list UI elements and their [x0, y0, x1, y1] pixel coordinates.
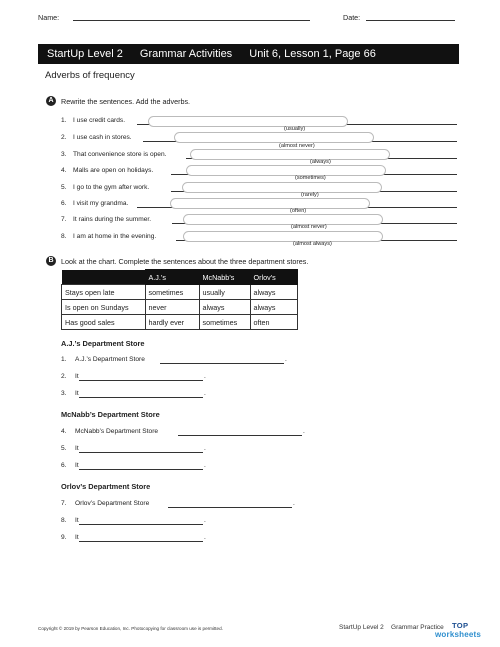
item-7-number: 7.: [61, 216, 67, 223]
item-1-number: 1.: [61, 117, 67, 124]
name-field[interactable]: [73, 20, 310, 21]
brand-logo-top: TOP: [452, 621, 469, 630]
item-4-sentence: Malls are open on holidays.: [73, 167, 154, 174]
b-item-4-text: McNabb’s Department Store: [75, 428, 159, 435]
item-2-number: 2.: [61, 134, 67, 141]
date-label: Date:: [343, 13, 361, 22]
b-item-5-text: It: [75, 445, 79, 452]
b-item-1-number: 1.: [61, 356, 67, 363]
item-6-answer-box[interactable]: [170, 198, 370, 209]
item-1-answer-box[interactable]: [148, 116, 348, 127]
item-8-answer-box[interactable]: [183, 231, 383, 242]
table-row: [62, 315, 298, 330]
frequency-table: [61, 269, 298, 330]
footer-level: StartUp Level 2: [339, 624, 384, 631]
table-cell: often: [250, 315, 297, 330]
b-item-1-text: A.J.’s Department Store: [75, 356, 145, 363]
section-a-marker: A: [46, 96, 56, 106]
item-8-hint: (almost always): [293, 241, 332, 247]
date-field[interactable]: [366, 20, 455, 21]
b-item-9-text: It: [75, 534, 79, 541]
b-item-3-text: It: [75, 390, 79, 397]
item-7-answer-box[interactable]: [183, 214, 383, 225]
b-item-3-number: 3.: [61, 390, 67, 397]
item-3-sentence: That convenience store is open.: [73, 151, 167, 158]
b-item-2-answer-line[interactable]: [79, 380, 203, 381]
column-header: A.J.’s: [145, 270, 199, 285]
table-header-row: [62, 270, 298, 285]
b-item-1-answer-line[interactable]: [160, 363, 284, 364]
footer-grammar-practice: Grammar Practice: [391, 624, 444, 631]
group-mcnabbs-title: McNabb’s Department Store: [61, 410, 160, 419]
table-cell: always: [199, 300, 250, 315]
b-item-8-text: It: [75, 517, 79, 524]
item-1-hint: (usually): [284, 126, 306, 132]
footer-course-label: [339, 624, 444, 631]
table-cell: sometimes: [145, 285, 199, 300]
topic-title: Adverbs of frequency: [45, 70, 135, 81]
banner-activity: Grammar Activities: [139, 48, 233, 60]
group-orlovs-title: Orlov’s Department Store: [61, 482, 151, 491]
table-corner: [62, 270, 146, 285]
table-cell: usually: [199, 285, 250, 300]
brand-logo-worksheets: worksheets: [435, 630, 482, 639]
item-6-number: 6.: [61, 200, 67, 207]
b-item-8-number: 8.: [61, 517, 67, 524]
item-3-answer-box[interactable]: [190, 149, 390, 160]
b-item-6-number: 6.: [61, 462, 67, 469]
item-7-sentence: It rains during the summer.: [73, 216, 152, 223]
item-4-number: 4.: [61, 167, 67, 174]
item-4-answer-box[interactable]: [186, 165, 386, 176]
item-5-number: 5.: [61, 184, 67, 191]
section-b-marker: B: [46, 256, 56, 266]
name-label: Name:: [38, 13, 60, 22]
item-3-hint: (always): [310, 159, 331, 165]
item-8-sentence: I am at home in the evening.: [73, 233, 157, 240]
banner-level: StartUp Level 2: [47, 48, 123, 60]
item-8-number: 8.: [61, 233, 67, 240]
item-7-hint: (almost never): [291, 224, 327, 230]
item-2-answer-box[interactable]: [174, 132, 374, 143]
b-item-4-answer-line[interactable]: [178, 435, 302, 436]
row-label: Is open on Sundays: [62, 300, 146, 315]
table-cell: never: [145, 300, 199, 315]
b-item-9-number: 9.: [61, 534, 67, 541]
b-item-5-number: 5.: [61, 445, 67, 452]
section-a-instruction: Rewrite the sentences. Add the adverbs.: [61, 97, 191, 106]
b-item-7-number: 7.: [61, 500, 67, 507]
table-row: [62, 300, 298, 315]
b-item-6-answer-line[interactable]: [79, 469, 203, 470]
item-5-answer-box[interactable]: [182, 182, 382, 193]
group-ajs-title: A.J.’s Department Store: [61, 339, 145, 348]
item-6-hint: (often): [290, 208, 307, 214]
b-item-2-text: It: [75, 373, 79, 380]
table-row: [62, 285, 298, 300]
b-item-7-answer-line[interactable]: [168, 507, 292, 508]
b-item-4-number: 4.: [61, 428, 67, 435]
section-b-instruction: Look at the chart. Complete the sentences about the three department stores.: [61, 257, 309, 266]
banner-unit: Unit 6, Lesson 1, Page 66: [249, 48, 376, 60]
b-item-2-number: 2.: [61, 373, 67, 380]
b-item-8-answer-line[interactable]: [79, 524, 203, 525]
row-label: Stays open late: [62, 285, 146, 300]
table-cell: hardly ever: [145, 315, 199, 330]
column-header: Orlov’s: [250, 270, 297, 285]
b-item-6-text: It: [75, 462, 79, 469]
item-3-number: 3.: [61, 151, 67, 158]
item-2-hint: (almost never): [279, 143, 315, 149]
b-item-9-answer-line[interactable]: [79, 541, 203, 542]
table-cell: sometimes: [199, 315, 250, 330]
title-banner: [38, 44, 459, 64]
table-cell: always: [250, 285, 297, 300]
item-1-sentence: I use credit cards.: [73, 117, 126, 124]
item-4-hint: (sometimes): [295, 175, 326, 181]
row-label: Has good sales: [62, 315, 146, 330]
b-item-7-text: Orlov’s Department Store: [75, 500, 150, 507]
item-5-hint: (rarely): [301, 192, 319, 198]
b-item-3-answer-line[interactable]: [79, 397, 203, 398]
item-2-sentence: I use cash in stores.: [73, 134, 132, 141]
item-5-sentence: I go to the gym after work.: [73, 184, 150, 191]
copyright-text: Copyright © 2019 by Pearson Education, Inc. Photocopying for classroom use is permitted.: [38, 626, 223, 631]
column-header: McNabb’s: [199, 270, 250, 285]
b-item-5-answer-line[interactable]: [79, 452, 203, 453]
table-cell: always: [250, 300, 297, 315]
item-6-sentence: I visit my grandma.: [73, 200, 129, 207]
